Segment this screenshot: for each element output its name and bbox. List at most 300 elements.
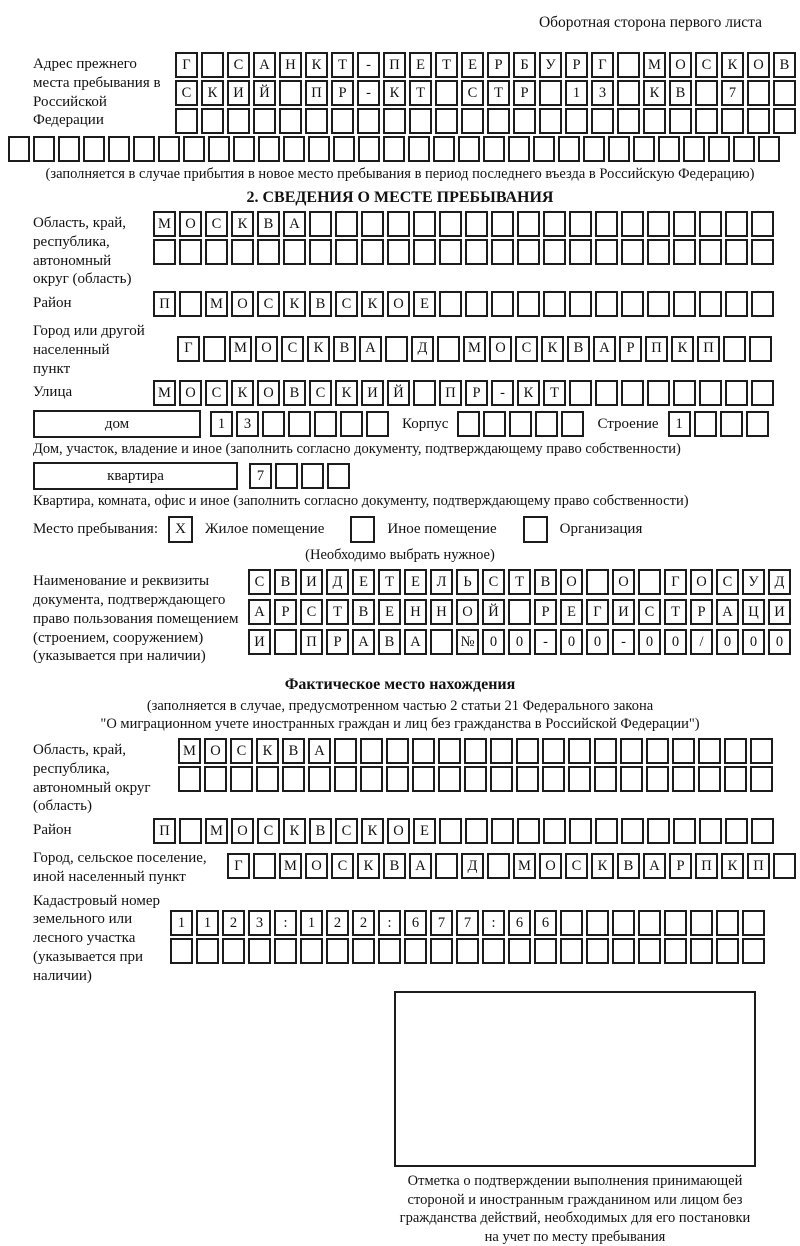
char-cell <box>178 766 201 792</box>
char-cell <box>334 766 357 792</box>
actual-location-title: Фактическое место нахождения <box>284 676 516 693</box>
char-cell: Г <box>175 52 198 78</box>
char-cell <box>750 766 773 792</box>
stay-type-caption: Место пребывания: <box>33 521 158 538</box>
char-cell: К <box>335 380 358 406</box>
stamp-caption <box>360 1172 790 1246</box>
char-cell <box>412 738 435 764</box>
char-cell <box>378 938 401 964</box>
char-cell <box>723 336 746 362</box>
char-row <box>170 910 765 936</box>
char-cell <box>413 211 436 237</box>
char-cell: 0 <box>508 629 531 655</box>
house-row <box>33 410 800 438</box>
char-cell: К <box>283 818 306 844</box>
char-cell: С <box>695 52 718 78</box>
actual-city-label: Город, сельское поселение, иной населенный пункт <box>33 850 207 885</box>
cadastral-label: Кадастровый номер земельного или лесного участка (указывается при наличии) <box>33 892 160 984</box>
region-field <box>33 211 800 289</box>
char-cell <box>201 108 224 134</box>
char-cell <box>669 108 692 134</box>
char-cell: О <box>387 818 410 844</box>
char-cell <box>690 910 713 936</box>
char-cell <box>179 818 202 844</box>
section2-title: 2. СВЕДЕНИЯ О МЕСТЕ ПРЕБЫВАНИЯ <box>246 189 554 206</box>
char-cell: П <box>305 80 328 106</box>
char-cell: П <box>695 853 718 879</box>
char-cell: Д <box>768 569 791 595</box>
char-cell <box>409 108 432 134</box>
char-cell <box>309 239 332 265</box>
char-cell <box>595 239 618 265</box>
char-row <box>8 136 800 162</box>
char-cell: 0 <box>742 629 765 655</box>
char-row <box>457 411 584 437</box>
char-cell <box>483 411 506 437</box>
char-cell: О <box>305 853 328 879</box>
char-cell: В <box>257 211 280 237</box>
char-cell <box>699 291 722 317</box>
char-cell: С <box>335 818 358 844</box>
actual-district-label: Район <box>33 822 72 838</box>
char-cell: Т <box>508 569 531 595</box>
char-cell <box>158 136 180 162</box>
char-cell <box>288 411 311 437</box>
char-cell <box>747 80 770 106</box>
char-cell <box>621 291 644 317</box>
stamp-caption-line: стороной и иностранным гражданином или лицом без <box>407 1191 743 1208</box>
char-cell <box>517 211 540 237</box>
char-cell <box>646 766 669 792</box>
char-cell <box>458 136 480 162</box>
char-cell <box>253 108 276 134</box>
char-row <box>248 569 791 595</box>
char-cell <box>274 938 297 964</box>
char-cell: К <box>591 853 614 879</box>
char-cell <box>647 239 670 265</box>
char-cell: 7 <box>430 910 453 936</box>
char-cell <box>387 211 410 237</box>
char-cell: А <box>352 629 375 655</box>
char-cell: 1 <box>668 411 691 437</box>
char-cell <box>725 211 748 237</box>
document-grid <box>248 569 791 655</box>
char-cell <box>300 938 323 964</box>
char-cell <box>457 411 480 437</box>
char-cell <box>747 108 770 134</box>
char-cell <box>279 108 302 134</box>
char-cell <box>586 910 609 936</box>
char-cell: О <box>560 569 583 595</box>
char-cell <box>412 766 435 792</box>
char-cell: - <box>534 629 557 655</box>
char-cell <box>83 136 105 162</box>
char-cell <box>509 411 532 437</box>
char-cell: М <box>463 336 486 362</box>
char-cell: И <box>300 569 323 595</box>
char-cell: О <box>747 52 770 78</box>
char-cell <box>647 380 670 406</box>
char-cell <box>542 766 565 792</box>
char-cell: Н <box>430 599 453 625</box>
other-premises-label: Иное помещение <box>387 521 497 538</box>
stroenie-label: Строение <box>597 415 659 432</box>
char-cell: 0 <box>482 629 505 655</box>
char-cell: М <box>205 291 228 317</box>
stamp-caption-line: Отметка о подтверждении выполнения принимающей <box>407 1173 743 1190</box>
char-cell: К <box>643 80 666 106</box>
char-cell <box>309 211 332 237</box>
char-cell <box>620 766 643 792</box>
char-cell: Е <box>352 569 375 595</box>
char-cell <box>253 853 276 879</box>
char-cell: К <box>721 853 744 879</box>
char-cell <box>543 291 566 317</box>
char-cell: А <box>308 738 331 764</box>
char-cell: О <box>231 291 254 317</box>
prev-address-grid <box>175 52 796 134</box>
char-cell <box>569 380 592 406</box>
char-cell <box>456 938 479 964</box>
char-cell <box>491 211 514 237</box>
korpus-label: Корпус <box>402 415 449 432</box>
char-cell <box>698 738 721 764</box>
char-cell <box>746 411 769 437</box>
char-cell: У <box>539 52 562 78</box>
char-cell: А <box>248 599 271 625</box>
char-cell: А <box>404 629 427 655</box>
char-cell <box>465 239 488 265</box>
char-cell: К <box>231 380 254 406</box>
char-cell <box>430 629 453 655</box>
char-cell <box>569 239 592 265</box>
char-cell: М <box>513 853 536 879</box>
char-cell: С <box>300 599 323 625</box>
char-row <box>177 336 772 362</box>
char-cell: И <box>768 599 791 625</box>
char-cell: И <box>248 629 271 655</box>
char-cell <box>569 211 592 237</box>
char-cell: О <box>387 291 410 317</box>
char-cell <box>175 108 198 134</box>
char-cell <box>517 239 540 265</box>
actual-city-field <box>33 846 800 887</box>
char-cell <box>8 136 30 162</box>
char-cell <box>517 818 540 844</box>
char-cell: С <box>175 80 198 106</box>
char-cell: С <box>257 818 280 844</box>
char-cell <box>170 938 193 964</box>
char-cell: - <box>491 380 514 406</box>
char-cell <box>673 818 696 844</box>
char-cell <box>516 766 539 792</box>
char-cell: К <box>361 291 384 317</box>
house-type-box: дом <box>33 410 201 438</box>
char-cell <box>314 411 337 437</box>
char-cell <box>673 380 696 406</box>
char-cell: С <box>230 738 253 764</box>
char-cell: И <box>361 380 384 406</box>
char-cell <box>413 239 436 265</box>
char-cell: В <box>773 52 796 78</box>
char-cell <box>357 108 380 134</box>
char-cell: С <box>205 211 228 237</box>
char-cell: В <box>669 80 692 106</box>
char-cell <box>595 211 618 237</box>
char-cell <box>282 766 305 792</box>
char-cell: 6 <box>508 910 531 936</box>
char-cell <box>227 108 250 134</box>
char-cell <box>366 411 389 437</box>
char-cell: Т <box>409 80 432 106</box>
char-cell <box>258 136 280 162</box>
char-cell <box>720 411 743 437</box>
char-cell <box>153 239 176 265</box>
street-field <box>33 380 800 406</box>
city-field <box>33 319 800 378</box>
char-cell: С <box>565 853 588 879</box>
char-cell <box>543 818 566 844</box>
char-cell: К <box>256 738 279 764</box>
char-row <box>175 80 796 106</box>
char-cell <box>435 108 458 134</box>
stay-option-residential <box>168 516 350 543</box>
char-cell <box>561 411 584 437</box>
char-cell: У <box>742 569 765 595</box>
char-cell: Р <box>669 853 692 879</box>
char-cell <box>533 136 555 162</box>
apartment-row <box>33 462 800 490</box>
char-row <box>153 239 774 265</box>
confirmation-stamp-box <box>394 991 756 1167</box>
char-cell: Р <box>331 80 354 106</box>
char-cell <box>690 938 713 964</box>
actual-region-field <box>33 738 800 816</box>
char-cell <box>664 938 687 964</box>
char-cell: С <box>461 80 484 106</box>
char-cell: К <box>721 52 744 78</box>
district-field <box>33 291 800 317</box>
char-row <box>153 211 774 237</box>
char-cell <box>433 136 455 162</box>
char-cell: 2 <box>352 910 375 936</box>
char-cell: В <box>283 380 306 406</box>
char-cell: М <box>279 853 302 879</box>
char-cell <box>543 239 566 265</box>
char-cell <box>751 239 774 265</box>
district-label: Район <box>33 295 72 311</box>
char-cell <box>326 938 349 964</box>
char-row <box>248 599 791 625</box>
char-cell <box>331 108 354 134</box>
char-cell <box>647 291 670 317</box>
char-cell: 0 <box>586 629 609 655</box>
char-cell: С <box>515 336 538 362</box>
char-cell <box>749 336 772 362</box>
char-cell <box>773 853 796 879</box>
char-cell: Е <box>413 818 436 844</box>
cadastral-field <box>33 889 800 986</box>
char-cell <box>751 211 774 237</box>
char-cell <box>560 938 583 964</box>
char-cell: О <box>612 569 635 595</box>
char-cell: О <box>257 380 280 406</box>
char-cell <box>383 108 406 134</box>
char-cell <box>673 291 696 317</box>
char-cell: О <box>179 380 202 406</box>
char-cell: А <box>716 599 739 625</box>
char-cell <box>621 211 644 237</box>
char-row <box>248 629 791 655</box>
char-cell <box>464 738 487 764</box>
char-cell: Г <box>227 853 250 879</box>
char-cell <box>595 818 618 844</box>
char-cell: Й <box>387 380 410 406</box>
char-cell <box>695 108 718 134</box>
char-cell: / <box>690 629 713 655</box>
char-cell: В <box>282 738 305 764</box>
char-row <box>227 853 796 879</box>
char-cell: Р <box>465 380 488 406</box>
char-cell <box>465 818 488 844</box>
char-cell <box>435 80 458 106</box>
char-cell: Р <box>274 599 297 625</box>
char-cell: К <box>357 853 380 879</box>
char-cell <box>386 766 409 792</box>
char-cell <box>179 291 202 317</box>
char-cell <box>612 938 635 964</box>
char-cell: Й <box>482 599 505 625</box>
char-cell: М <box>205 818 228 844</box>
char-cell: 3 <box>236 411 259 437</box>
char-cell <box>758 136 780 162</box>
char-cell <box>487 108 510 134</box>
char-cell: Д <box>461 853 484 879</box>
char-cell <box>751 818 774 844</box>
char-cell <box>591 108 614 134</box>
char-cell <box>413 380 436 406</box>
house-note: Дом, участок, владение и иное (заполнить согласно документу, подтверждающему право собственности) <box>33 441 681 458</box>
char-cell: С <box>331 853 354 879</box>
char-cell <box>558 136 580 162</box>
char-cell: Т <box>331 52 354 78</box>
char-cell: А <box>593 336 616 362</box>
city-label: Город или другой населенный пункт <box>33 323 145 377</box>
char-cell <box>248 938 271 964</box>
char-cell: В <box>274 569 297 595</box>
char-cell: Г <box>177 336 200 362</box>
char-cell <box>183 136 205 162</box>
char-cell <box>461 108 484 134</box>
char-cell <box>430 938 453 964</box>
char-cell <box>256 766 279 792</box>
char-cell <box>361 239 384 265</box>
char-cell: 1 <box>300 910 323 936</box>
char-cell <box>439 211 462 237</box>
organization-checkbox <box>523 516 548 543</box>
char-cell <box>308 136 330 162</box>
char-cell <box>594 766 617 792</box>
char-cell: В <box>617 853 640 879</box>
char-cell: 0 <box>638 629 661 655</box>
char-cell <box>33 136 55 162</box>
char-cell <box>751 380 774 406</box>
char-cell <box>301 463 324 489</box>
char-cell: В <box>378 629 401 655</box>
char-cell: 0 <box>716 629 739 655</box>
char-cell <box>439 239 462 265</box>
char-row <box>210 411 389 437</box>
actual-district-field <box>33 818 800 844</box>
char-cell <box>334 738 357 764</box>
header-note: Оборотная сторона первого листа <box>538 14 762 31</box>
char-row <box>175 108 796 134</box>
residential-checkbox: X <box>168 516 193 543</box>
char-cell <box>179 239 202 265</box>
char-cell <box>633 136 655 162</box>
char-cell: Т <box>543 380 566 406</box>
char-cell: В <box>352 599 375 625</box>
char-cell: В <box>383 853 406 879</box>
char-cell <box>516 738 539 764</box>
char-cell <box>58 136 80 162</box>
char-cell <box>621 818 644 844</box>
char-cell: П <box>697 336 720 362</box>
char-cell <box>673 239 696 265</box>
char-cell: Р <box>326 629 349 655</box>
cadastral-grid <box>170 910 765 964</box>
char-cell: Г <box>586 599 609 625</box>
char-cell: 1 <box>565 80 588 106</box>
char-cell: В <box>567 336 590 362</box>
char-cell <box>108 136 130 162</box>
char-cell <box>408 136 430 162</box>
char-cell <box>133 136 155 162</box>
char-cell <box>742 910 765 936</box>
char-cell: С <box>205 380 228 406</box>
char-cell <box>621 380 644 406</box>
char-cell: О <box>539 853 562 879</box>
char-cell <box>673 211 696 237</box>
stay-option-organization <box>523 516 643 543</box>
char-cell: Л <box>430 569 453 595</box>
char-cell: - <box>357 80 380 106</box>
char-cell: А <box>253 52 276 78</box>
actual-region-grid <box>178 738 773 792</box>
char-cell: Е <box>409 52 432 78</box>
char-cell: К <box>231 211 254 237</box>
char-cell <box>438 766 461 792</box>
other-premises-checkbox <box>350 516 375 543</box>
char-cell: С <box>309 380 332 406</box>
char-cell: 0 <box>664 629 687 655</box>
char-cell <box>439 291 462 317</box>
char-cell: № <box>456 629 479 655</box>
char-cell <box>279 80 302 106</box>
region-label: Область, край, республика, автономный округ (область) <box>33 215 132 288</box>
char-cell <box>595 291 618 317</box>
char-cell: С <box>335 291 358 317</box>
char-cell <box>672 766 695 792</box>
prev-address-label: Адрес прежнего места пребывания в Российской Федерации <box>33 56 161 129</box>
char-cell <box>483 136 505 162</box>
char-cell: В <box>309 291 332 317</box>
char-cell: : <box>378 910 401 936</box>
char-cell: Е <box>378 599 401 625</box>
char-cell: Е <box>461 52 484 78</box>
char-cell <box>222 938 245 964</box>
char-cell <box>742 938 765 964</box>
